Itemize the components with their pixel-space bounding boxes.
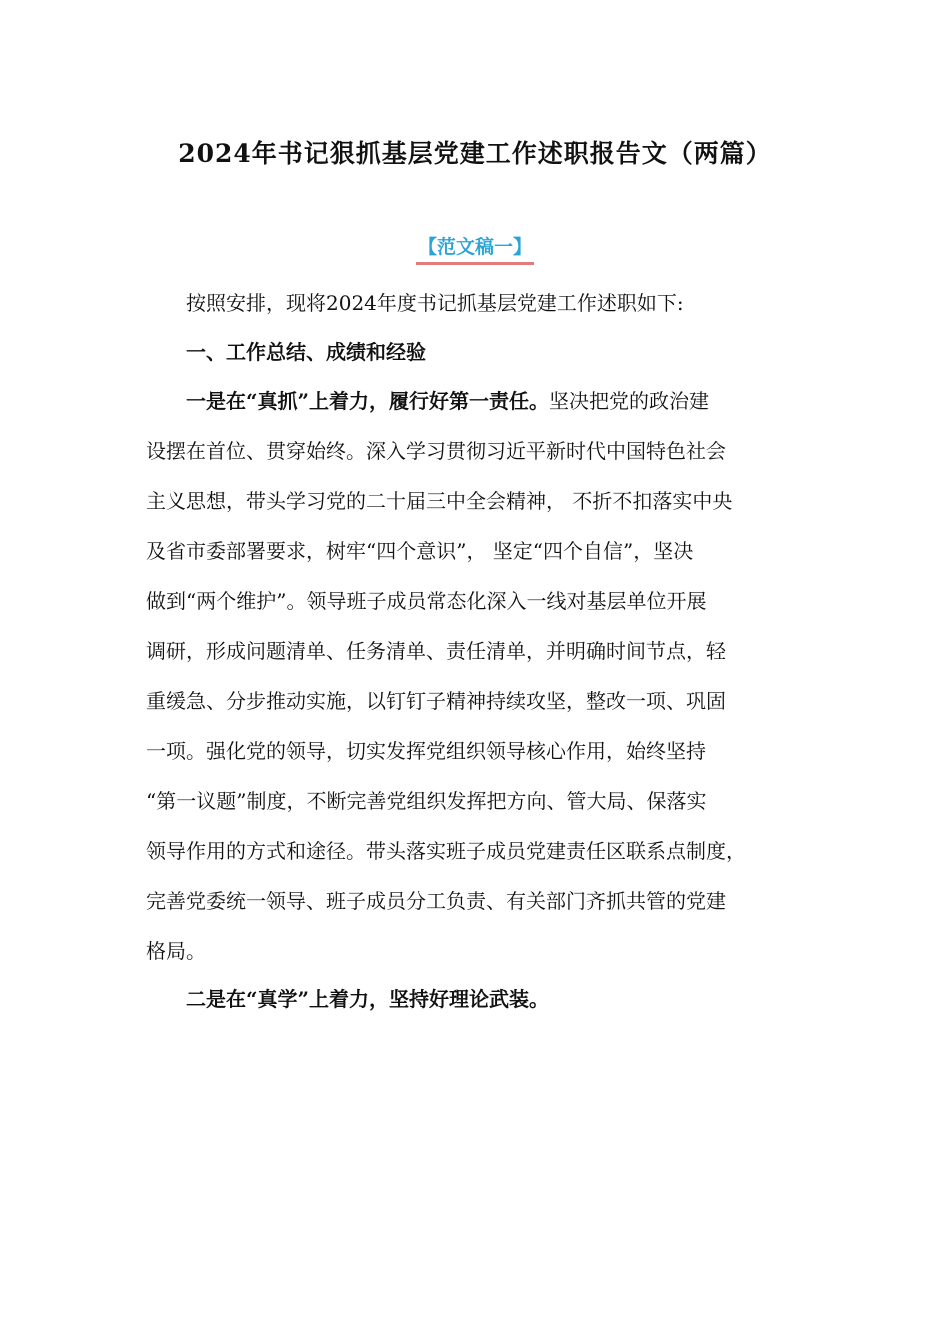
paragraph-line: 一项。强化党的领导，切实发挥党组织领导核心作用，始终坚持	[146, 739, 706, 763]
draft-label-wrapper	[0, 234, 950, 265]
paragraph-line: “第一议题”制度，不断完善党组织发挥把方向、管大局、保落实	[146, 789, 707, 813]
paragraph-line: 格局。	[146, 939, 206, 963]
paragraph-1	[146, 376, 818, 976]
paragraph-lead: 一是在“真抓”上着力，履行好第一责任。	[186, 389, 550, 413]
section-heading: 一、工作总结、成绩和经验	[186, 340, 426, 364]
paragraph-line: 主义思想，带头学习党的二十届三中全会精神， 不折不扣落实中央	[146, 489, 733, 513]
paragraph-line: 及省市委部署要求，树牢“四个意识”， 坚定“四个自信”，坚决	[146, 539, 694, 563]
paragraph-line: 完善党委统一领导、班子成员分工负责、有关部门齐抓共管的党建	[146, 889, 726, 913]
paragraph-line: 调研，形成问题清单、任务清单、责任清单，并明确时间节点，轻	[146, 639, 726, 663]
paragraph-line-text: 坚决把党的政治建	[549, 389, 710, 413]
paragraph-line: 设摆在首位、贯穿始终。深入学习贯彻习近平新时代中国特色社会	[146, 439, 726, 463]
paragraph-2-lead: 二是在“真学”上着力，坚持好理论武装。	[186, 987, 550, 1011]
draft-label: 【范文稿一】	[416, 234, 534, 265]
paragraph-line: 重缓急、分步推动实施，以钉钉子精神持续攻坚，整改一项、巩固	[146, 689, 726, 713]
intro-paragraph: 按照安排，现将2024年度书记抓基层党建工作述职如下:	[186, 291, 684, 315]
paragraph-line: 领导作用的方式和途径。带头落实班子成员党建责任区联系点制度，	[146, 839, 746, 863]
paragraph-line	[146, 376, 818, 426]
paragraph-line: 做到“两个维护”。领导班子成员常态化深入一线对基层单位开展	[146, 589, 707, 613]
document-title: 2024年书记狠抓基层党建工作述职报告文（两篇）	[178, 139, 772, 168]
